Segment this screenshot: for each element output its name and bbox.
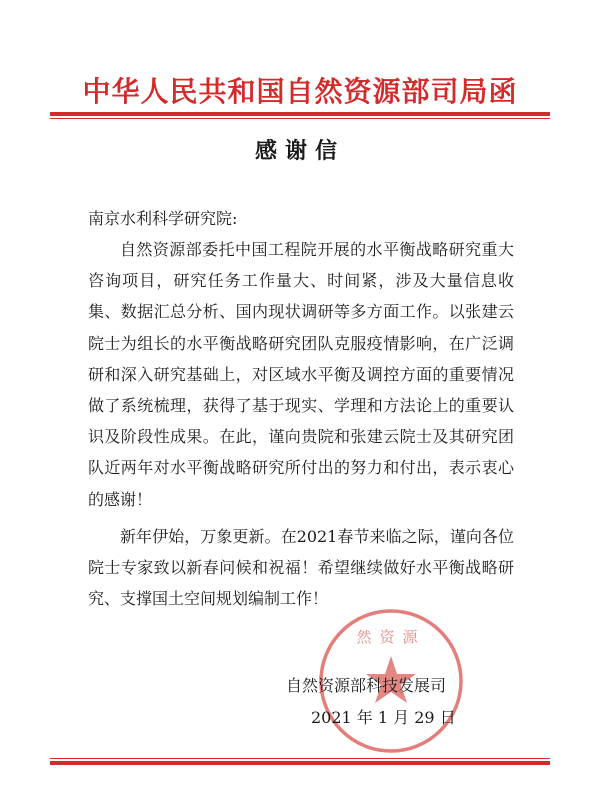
footer-rule-thin bbox=[50, 758, 550, 759]
svg-text:然资源: 然资源 bbox=[356, 628, 426, 646]
sender-name: 自然资源部科技发展司 bbox=[286, 676, 447, 695]
body-paragraph-1: 自然资源部委托中国工程院开展的水平衡战略研究重大咨询项目，研究任务工作量大、时间紧，涉及大量信息收集、数据汇总分析、国内现状调研等多方面工作。以张建云院士为组长的水平衡战略研究团队克服疫情影响，在广泛调研和深入研究基础上，对区域水平衡及调控方面的重要情况做了系统梳理，获得了基于现实、学理和方法论上的重要认识及阶段性成果。在此，谨向贵院和张建云院士及其研究团队近两年对水平衡战略研究所付出的努力和付出，表示衷心的感谢！ bbox=[88, 240, 514, 509]
letterhead-rule-thin bbox=[50, 118, 550, 119]
salutation: 南京水利科学研究院: bbox=[88, 209, 238, 228]
document-title: 感谢信 bbox=[254, 139, 345, 164]
letterhead-rule-thick bbox=[50, 112, 550, 116]
letter-body bbox=[88, 234, 514, 614]
footer-rule-thick bbox=[50, 761, 550, 765]
letter-date: 2021 年 1 月 29 日 bbox=[311, 708, 456, 727]
letterhead-title: 中华人民共和国自然资源部司局函 bbox=[82, 75, 518, 108]
body-paragraph-2: 新年伊始，万象更新。在2021春节来临之际，谨向各位院士专家致以新春问候和祝福！希望继续做好水平衡战略研究、支撑国土空间规划编制工作！ bbox=[88, 526, 514, 609]
